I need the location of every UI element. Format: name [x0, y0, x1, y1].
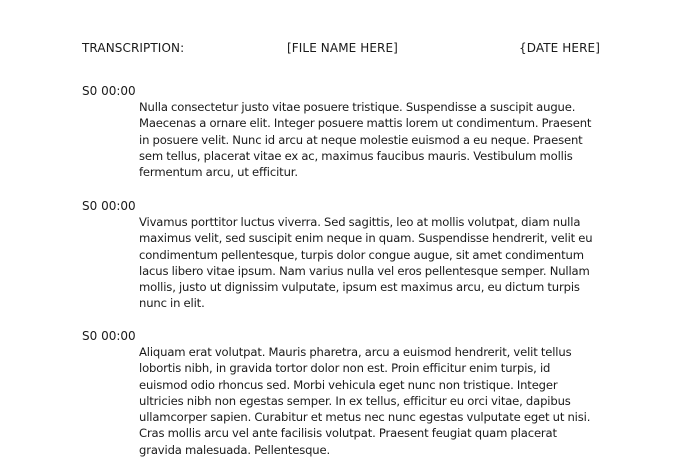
- transcript-paragraph: Vivamus porttitor luctus viverra. Sed sagittis, leo at mollis volutpat, diam nulla maximus velit, sed suscipit enim neque in quam. Suspendisse hendrerit, velit eu condimentum pellentesque, turpis dolor congue augue, sit amet condimentum lacus libero vitae ipsum. Nam varius nulla vel eros pellentesque semper. Nullam mollis, justo ut dignissim vulputate, ipsum est maximus arcu, eu dictum turpis nunc in elit.: [139, 215, 593, 311]
- transcript-entry: [82, 198, 602, 312]
- document-header: [82, 41, 600, 59]
- transcript-entry: [82, 328, 602, 458]
- transcript-paragraph: Nulla consectetur justo vitae posuere tristique. Suspendisse a suscipit augue. Maecenas a ornare elit. Integer posuere mattis lorem ut condimentum. Praesent in posuere velit. Nunc id arcu at neque molestie euismod a eu neque. Praesent sem tellus, placerat vitae ex ac, maximus faucibus mauris. Vestibulum mollis fermentum arcu, ut efficitur.: [139, 100, 592, 180]
- transcript-paragraph: Aliquam erat volutpat. Mauris pharetra, arcu a euismod hendrerit, velit tellus lobortis nibh, in gravida tortor dolor non est. Proin efficitur enim turpis, id euismod odio rhoncus sed. Morbi vehicula eget nunc non tristique. Integer ultricies nibh non egestas semper. In ex tellus, efficitur eu orci vitae, dapibus ullamcorper sapien. Curabitur et metus nec nunc egestas vulputate eget ut nisi. Cras mollis arcu vel ante facilisis volutpat. Praesent feugiat quam placerat gravida malesuada. Pellentesque.: [139, 345, 591, 457]
- file-name-placeholder: [FILE NAME HERE]: [287, 41, 398, 55]
- transcription-label: TRANSCRIPTION:: [82, 41, 185, 55]
- speaker-timestamp: S0 00:00: [82, 84, 136, 98]
- transcript-entry: [82, 83, 602, 180]
- speaker-timestamp: S0 00:00: [82, 329, 136, 343]
- speaker-timestamp: S0 00:00: [82, 199, 136, 213]
- date-placeholder: {DATE HERE]: [519, 41, 600, 55]
